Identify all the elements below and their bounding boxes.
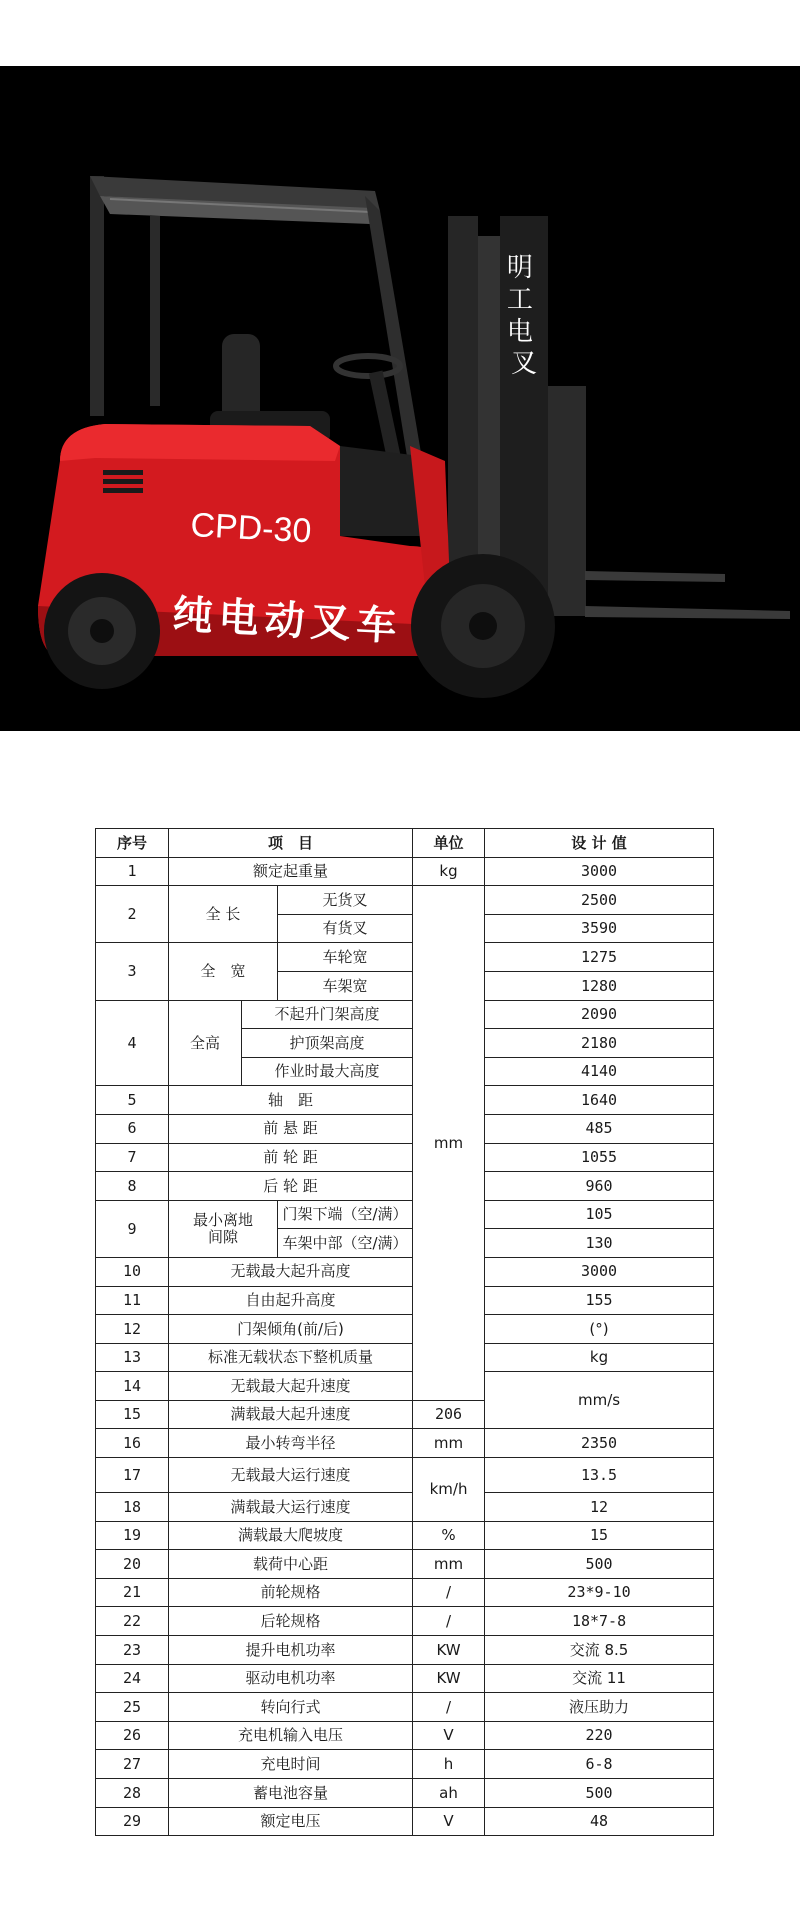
table-row: [96, 1521, 714, 1550]
row-unit: kg: [413, 857, 485, 886]
row-no: 12: [96, 1315, 169, 1344]
header-unit: 单位: [413, 829, 485, 858]
row-no: 24: [96, 1664, 169, 1693]
row-no: 27: [96, 1750, 169, 1779]
row-unit: mm: [413, 1550, 485, 1579]
row-no: 2: [96, 886, 169, 943]
row-value: 交流 11: [485, 1664, 714, 1693]
row-no: 29: [96, 1807, 169, 1836]
table-row: [96, 1779, 714, 1808]
row-value: 液压助力: [485, 1693, 714, 1722]
row-unit: KW: [413, 1636, 485, 1665]
row-label: 充电时间: [169, 1750, 413, 1779]
table-row: [96, 886, 714, 915]
table-row: [96, 1172, 714, 1201]
row-value: 2500: [485, 886, 714, 915]
row-value: 220: [485, 1721, 714, 1750]
row-no: 17: [96, 1458, 169, 1493]
row-sub-label: 有货叉: [278, 914, 413, 943]
row-unit: V: [413, 1807, 485, 1836]
row-no: 23: [96, 1636, 169, 1665]
row-label: 无载最大起升速度: [169, 1372, 413, 1401]
row-label: 提升电机功率: [169, 1636, 413, 1665]
table-row: [96, 1114, 714, 1143]
row-no: 18: [96, 1493, 169, 1522]
table-row: [96, 1315, 714, 1344]
row-value: 105: [485, 1200, 714, 1229]
row-group-label: 最小离地间隙: [169, 1200, 278, 1257]
row-value: 155: [485, 1286, 714, 1315]
row-value: 2090: [485, 1000, 714, 1029]
header-value: 设 计 值: [485, 829, 714, 858]
row-value: 130: [485, 1229, 714, 1258]
row-no: 3: [96, 943, 169, 1000]
forklift-illustration: [0, 66, 800, 731]
row-value: 2350: [485, 1429, 714, 1458]
row-label: 额定起重量: [169, 857, 413, 886]
row-value: 13.5: [485, 1458, 714, 1493]
row-value: 960: [485, 1172, 714, 1201]
row-unit: /: [413, 1578, 485, 1607]
row-unit: /: [413, 1693, 485, 1722]
row-no: 28: [96, 1779, 169, 1808]
row-value: 3590: [485, 914, 714, 943]
row-value: 4140: [485, 1057, 714, 1086]
row-no: 1: [96, 857, 169, 886]
row-label: 前 轮 距: [169, 1143, 413, 1172]
row-unit: V: [413, 1721, 485, 1750]
table-row: [96, 1086, 714, 1115]
table-row: [96, 1429, 714, 1458]
row-label: 门架倾角(前/后): [169, 1315, 413, 1344]
table-row: [96, 1493, 714, 1522]
table-row: [96, 1693, 714, 1722]
row-value: 48: [485, 1807, 714, 1836]
row-value: 1640: [485, 1086, 714, 1115]
row-no: 25: [96, 1693, 169, 1722]
table-row: [96, 1458, 714, 1493]
row-value: 500: [485, 1550, 714, 1579]
unit-mm-block: mm: [413, 886, 485, 1401]
table-header-row: [96, 829, 714, 858]
row-value: 15: [485, 1521, 714, 1550]
row-sub-label: 不起升门架高度: [242, 1000, 413, 1029]
row-value: 500: [485, 1779, 714, 1808]
row-no: 16: [96, 1429, 169, 1458]
row-label: 前 悬 距: [169, 1114, 413, 1143]
table-row: [96, 1807, 714, 1836]
row-sub-label: 无货叉: [278, 886, 413, 915]
table-row: [96, 1750, 714, 1779]
header-no: 序号: [96, 829, 169, 858]
product-photo: [0, 66, 800, 731]
row-value: 1280: [485, 971, 714, 1000]
row-label: 前轮规格: [169, 1578, 413, 1607]
row-unit: h: [413, 1750, 485, 1779]
row-label: 轴 距: [169, 1086, 413, 1115]
row-no: 5: [96, 1086, 169, 1115]
table-row: [96, 943, 714, 972]
row-label: 额定电压: [169, 1807, 413, 1836]
row-no: 10: [96, 1257, 169, 1286]
header-item: 项 目: [169, 829, 413, 858]
row-value: 1275: [485, 943, 714, 972]
table-row: [96, 1636, 714, 1665]
vent-icon: [103, 470, 143, 475]
row-unit: kg: [485, 1343, 714, 1372]
row-sub-label: 作业时最大高度: [242, 1057, 413, 1086]
row-label: 驱动电机功率: [169, 1664, 413, 1693]
row-no: 22: [96, 1607, 169, 1636]
table-row: [96, 1343, 714, 1372]
unit-travel-speed: km/h: [413, 1458, 485, 1522]
mast-text: 明 工 电 叉: [506, 253, 538, 379]
row-label: 满载最大起升速度: [169, 1400, 413, 1429]
row-label: 载荷中心距: [169, 1550, 413, 1579]
row-no: 9: [96, 1200, 169, 1257]
side-text: 纯电动叉车: [171, 591, 404, 651]
row-unit: /: [413, 1607, 485, 1636]
row-value: 3000: [485, 1257, 714, 1286]
row-unit: KW: [413, 1664, 485, 1693]
row-sub-label: 车轮宽: [278, 943, 413, 972]
row-no: 21: [96, 1578, 169, 1607]
row-sub-label: 车架中部（空/满）: [278, 1229, 413, 1258]
row-no: 14: [96, 1372, 169, 1401]
row-group-label: 全 宽: [169, 943, 278, 1000]
table-row: [96, 1607, 714, 1636]
row-no: 8: [96, 1172, 169, 1201]
table-row: [96, 1200, 714, 1229]
row-group-label: 全高: [169, 1000, 242, 1086]
row-no: 19: [96, 1521, 169, 1550]
table-row: [96, 1143, 714, 1172]
row-unit: %: [413, 1521, 485, 1550]
row-value: 2180: [485, 1029, 714, 1058]
row-value: 6-8: [485, 1750, 714, 1779]
row-label: 充电机输入电压: [169, 1721, 413, 1750]
table-row: [96, 857, 714, 886]
row-unit: (°): [485, 1315, 714, 1344]
rear-wheel: [44, 573, 160, 689]
row-label: 标准无载状态下整机质量: [169, 1343, 413, 1372]
row-label: 满载最大运行速度: [169, 1493, 413, 1522]
row-group-label: 全 长: [169, 886, 278, 943]
row-label: 蓄电池容量: [169, 1779, 413, 1808]
row-no: 4: [96, 1000, 169, 1086]
row-label: 后轮规格: [169, 1607, 413, 1636]
fork-lower: [585, 606, 790, 619]
row-value: 12: [485, 1493, 714, 1522]
row-unit: mm: [413, 1429, 485, 1458]
steering-wheel: [336, 356, 401, 461]
row-value: 23*9-10: [485, 1578, 714, 1607]
table-row: [96, 1721, 714, 1750]
row-unit: ah: [413, 1779, 485, 1808]
row-label: 转向行式: [169, 1693, 413, 1722]
unit-lift-speed: mm/s: [485, 1372, 714, 1429]
row-no: 26: [96, 1721, 169, 1750]
table-row: [96, 1000, 714, 1029]
front-wheel: [411, 554, 555, 698]
model-label: CPD-30: [189, 506, 313, 551]
table-row: [96, 1372, 714, 1401]
table-row: [96, 1550, 714, 1579]
row-no: 15: [96, 1400, 169, 1429]
table-row: [96, 1286, 714, 1315]
row-sub-label: 门架下端（空/满）: [278, 1200, 413, 1229]
row-value: 交流 8.5: [485, 1636, 714, 1665]
spec-table: [95, 828, 714, 1836]
row-no: 6: [96, 1114, 169, 1143]
row-label: 无载最大运行速度: [169, 1458, 413, 1493]
row-label: 最小转弯半径: [169, 1429, 413, 1458]
table-row: [96, 1578, 714, 1607]
row-value: 1055: [485, 1143, 714, 1172]
table-row: [96, 1257, 714, 1286]
row-no: 13: [96, 1343, 169, 1372]
row-no: 11: [96, 1286, 169, 1315]
row-label: 满载最大爬坡度: [169, 1521, 413, 1550]
row-no: 20: [96, 1550, 169, 1579]
row-sub-label: 车架宽: [278, 971, 413, 1000]
row-label: 无载最大起升高度: [169, 1257, 413, 1286]
table-row: [96, 1664, 714, 1693]
fork-upper: [585, 571, 725, 582]
row-no: 7: [96, 1143, 169, 1172]
row-label: 后 轮 距: [169, 1172, 413, 1201]
row-value: 18*7-8: [485, 1607, 714, 1636]
row-value: 3000: [485, 857, 714, 886]
row-value: 206: [413, 1400, 485, 1429]
row-label: 自由起升高度: [169, 1286, 413, 1315]
row-value: 485: [485, 1114, 714, 1143]
row-sub-label: 护顶架高度: [242, 1029, 413, 1058]
